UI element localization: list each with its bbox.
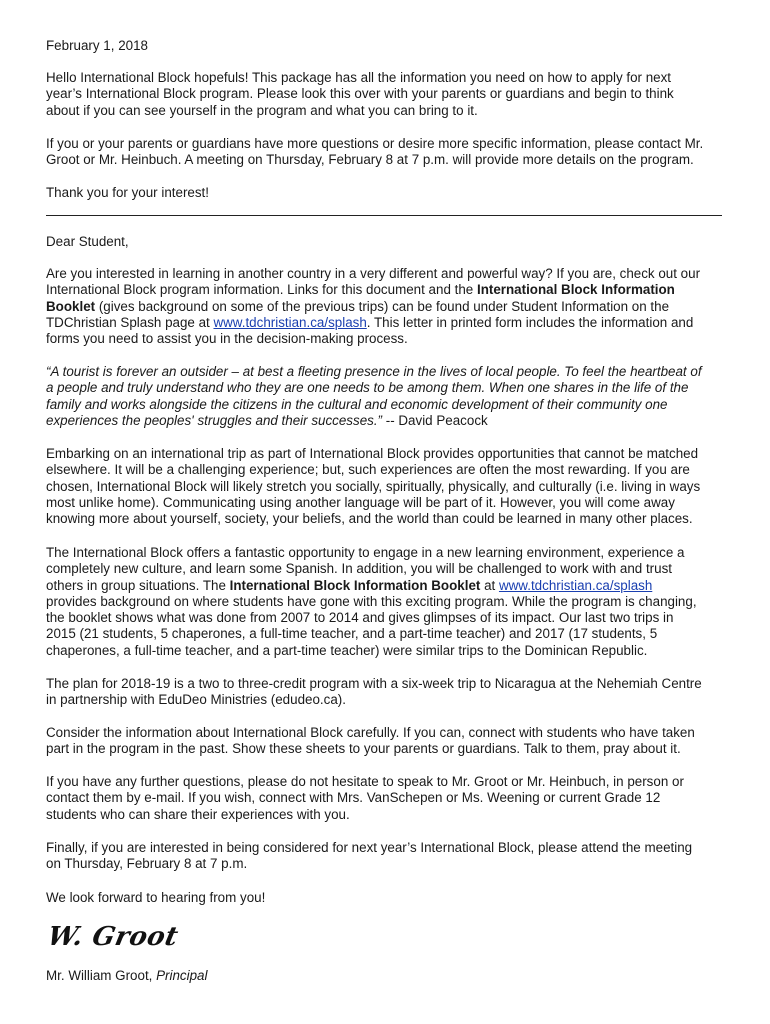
splash-link-2[interactable]: www.tdchristian.ca/splash bbox=[498, 577, 653, 593]
letter-date: February 1, 2018 bbox=[46, 38, 148, 53]
paragraph-embarking: Embarking on an international trip as part of International Block provides opportunities that cannot be matched elsewhere. It will be a challenging experience; but, such experiences are often the most rewarding. If you are chosen, International Block will likely stretch you socially, spiritually, physically, and culturally (i.e. living in ways most unlike home). Communicating using another language will be part of it. However, you will come away knowing more about yourself, society, your beliefs, and the world than could be learned in many other places. bbox=[46, 446, 701, 527]
signer-name: Mr. William Groot, bbox=[46, 968, 157, 983]
quote-block: “A tourist is forever an outsider – at best a fleeting presence in the lives of local people. To feel the heartbeat of a people and truly understand who they are one needs to be among them. When one shares in the life of the family and works alongside the citizens in the cultural and economic development of their community one experiences the peoples' struggles and their successes.” -- David Peacock bbox=[46, 364, 702, 428]
signoff bbox=[46, 968, 736, 984]
paragraph-plan: The plan for 2018-19 is a two to three-credit program with a six-week trip to Nicaragua at the Nehemiah Centre in partnership with EduDeo Ministries (edudeo.ca). bbox=[46, 676, 702, 708]
booklet-title-bold: International Block Information bbox=[476, 282, 675, 298]
paragraph-meeting: Finally, if you are interested in being considered for next year’s International Block, please attend the meeting on Thursday, February 8 at 7 p.m. bbox=[46, 840, 693, 872]
salutation: Dear Student, bbox=[46, 234, 129, 249]
handwritten-signature: W. Groot bbox=[44, 922, 182, 952]
horizontal-divider bbox=[46, 215, 722, 216]
intro-paragraph-1: Hello International Block hopefuls! This package has all the information you need on how to apply for next year’s International Block program. Please look this over with your parents or guardians and begin to think about if you can see yourself in the program and what you can bring to it. bbox=[46, 70, 674, 118]
signer-title: Principal bbox=[156, 968, 208, 983]
paragraph-consider: Consider the information about International Block carefully. If you can, connect with students who have taken part in the program in the past. Show these sheets to your parents or guardians. Talk to them, pray about it. bbox=[46, 725, 695, 757]
booklet-title-bold-2: International Block Information Booklet bbox=[229, 577, 481, 593]
paragraph-questions: If you have any further questions, please do not hesitate to speak to Mr. Groot or Mr. Heinbuch, in person or contact them by e-mail. If you wish, connect with Mrs. VanSchepen or Ms. Weening or current Grade 12 students who can share their experiences with you. bbox=[46, 774, 684, 822]
splash-link[interactable]: www.tdchristian.ca/splash bbox=[213, 314, 367, 330]
closing-line: We look forward to hearing from you! bbox=[46, 890, 266, 905]
quote-author: -- David Peacock bbox=[382, 412, 488, 428]
paragraph-opportunity: The International Block offers a fantastic opportunity to engage in a new learning environment, experience a completely new culture, and learn some Spanish. In addition, you will be challenged to work with and trust others in group situations. The International Block Information Booklet at www.tdchristian.ca/splash provides background on where students have gone with this exciting program. While the program is changing, the booklet shows what was done from 2007 to 2014 and gives glimpses of its impact. Our last two trips in 2015 (21 students, 5 chaperones, a full-time teacher, and a part-time teacher) and 2017 (17 students, 5 chaperones, a full-time teacher, and a part-time teacher) were similar trips to the Dominican Republic. bbox=[46, 545, 697, 658]
intro-paragraph-2: If you or your parents or guardians have more questions or desire more specific information, please contact Mr. Groot or Mr. Heinbuch. A meeting on Thursday, February 8 at 7 p.m. will provide more details on the program. bbox=[46, 136, 704, 168]
booklet-title-bold-cont: Booklet bbox=[46, 298, 96, 314]
paragraph-program-info: Are you interested in learning in another country in a very different and powerful way? If you are, check out our International Block program information. Links for this document and the International Block Information Booklet (gives background on some of the previous trips) can be found under Student Information on the TDChristian Splash page at www.tdchristian.ca/splash. This letter in printed form includes the information and forms you need to assist you in the decision-making process. bbox=[46, 266, 701, 347]
thanks-line: Thank you for your interest! bbox=[46, 185, 209, 200]
